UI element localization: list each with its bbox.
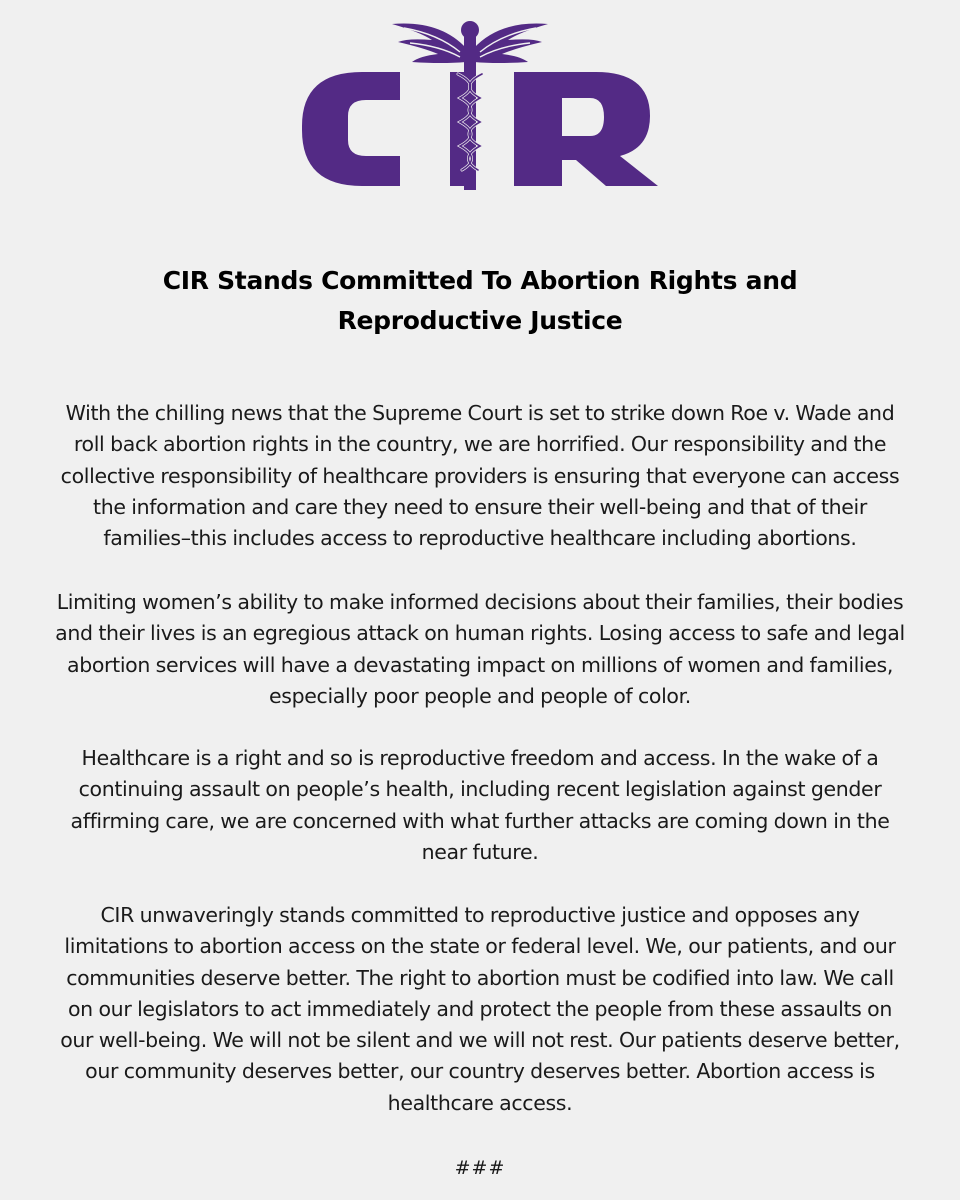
text-line: near future. [421, 839, 539, 864]
paragraph-1 [20, 398, 940, 554]
text-line: abortion services will have a devastating impact on millions of women and families, [66, 652, 894, 677]
text-line: and their lives is an egregious attack on human rights. Losing access to safe and legal [55, 621, 905, 646]
text-line: continuing assault on people’s health, including recent legislation against gender [78, 777, 882, 802]
cir-logo [0, 0, 960, 200]
text-line: CIR unwaveringly stands committed to reproductive justice and opposes any [100, 903, 860, 927]
text-line: especially poor people and people of color. [269, 683, 691, 708]
text-line: collective responsibility of healthcare providers is ensuring that everyone can access [60, 463, 900, 488]
text-line: our community deserves better, our country deserves better. Abortion access is [85, 1059, 875, 1084]
text-line: Limiting women’s ability to make informed decisions about their families, their bodies [56, 590, 904, 614]
text-line: our well-being. We will not be silent and we will not rest. Our patients deserve better, [60, 1028, 900, 1053]
text-line: Healthcare is a right and so is reproductive freedom and access. In the wake of a [81, 746, 879, 770]
text-line: healthcare access. [387, 1090, 573, 1115]
text-line: families–this includes access to reproductive healthcare including abortions. [103, 526, 857, 551]
text-line: the information and care they need to ensure their well-being and that of their [93, 494, 867, 519]
title-line-2: Reproductive Justice [337, 306, 623, 335]
text-line: communities deserve better. The right to abortion must be codified into law. We call [66, 965, 894, 990]
title-line-1: CIR Stands Committed To Abortion Rights and [162, 266, 798, 295]
text-line: on our legislators to act immediately and protect the people from these assaults on [67, 996, 892, 1021]
page-title [100, 261, 860, 341]
text-line: limitations to abortion access on the state or federal level. We, our patients, and our [64, 934, 896, 959]
cir-caduceus-logo-icon [300, 14, 660, 196]
signoff-marker: ### [454, 1157, 506, 1179]
paragraph-3 [20, 743, 940, 868]
text-line: With the chilling news that the Supreme Court is set to strike down Roe v. Wade and [65, 401, 895, 425]
paragraph-4 [20, 900, 940, 1119]
text-line: roll back abortion rights in the country, we are horrified. Our responsibility and the [73, 432, 887, 457]
paragraph-2 [20, 587, 940, 712]
text-line: affirming care, we are concerned with what further attacks are coming down in the [70, 808, 890, 833]
